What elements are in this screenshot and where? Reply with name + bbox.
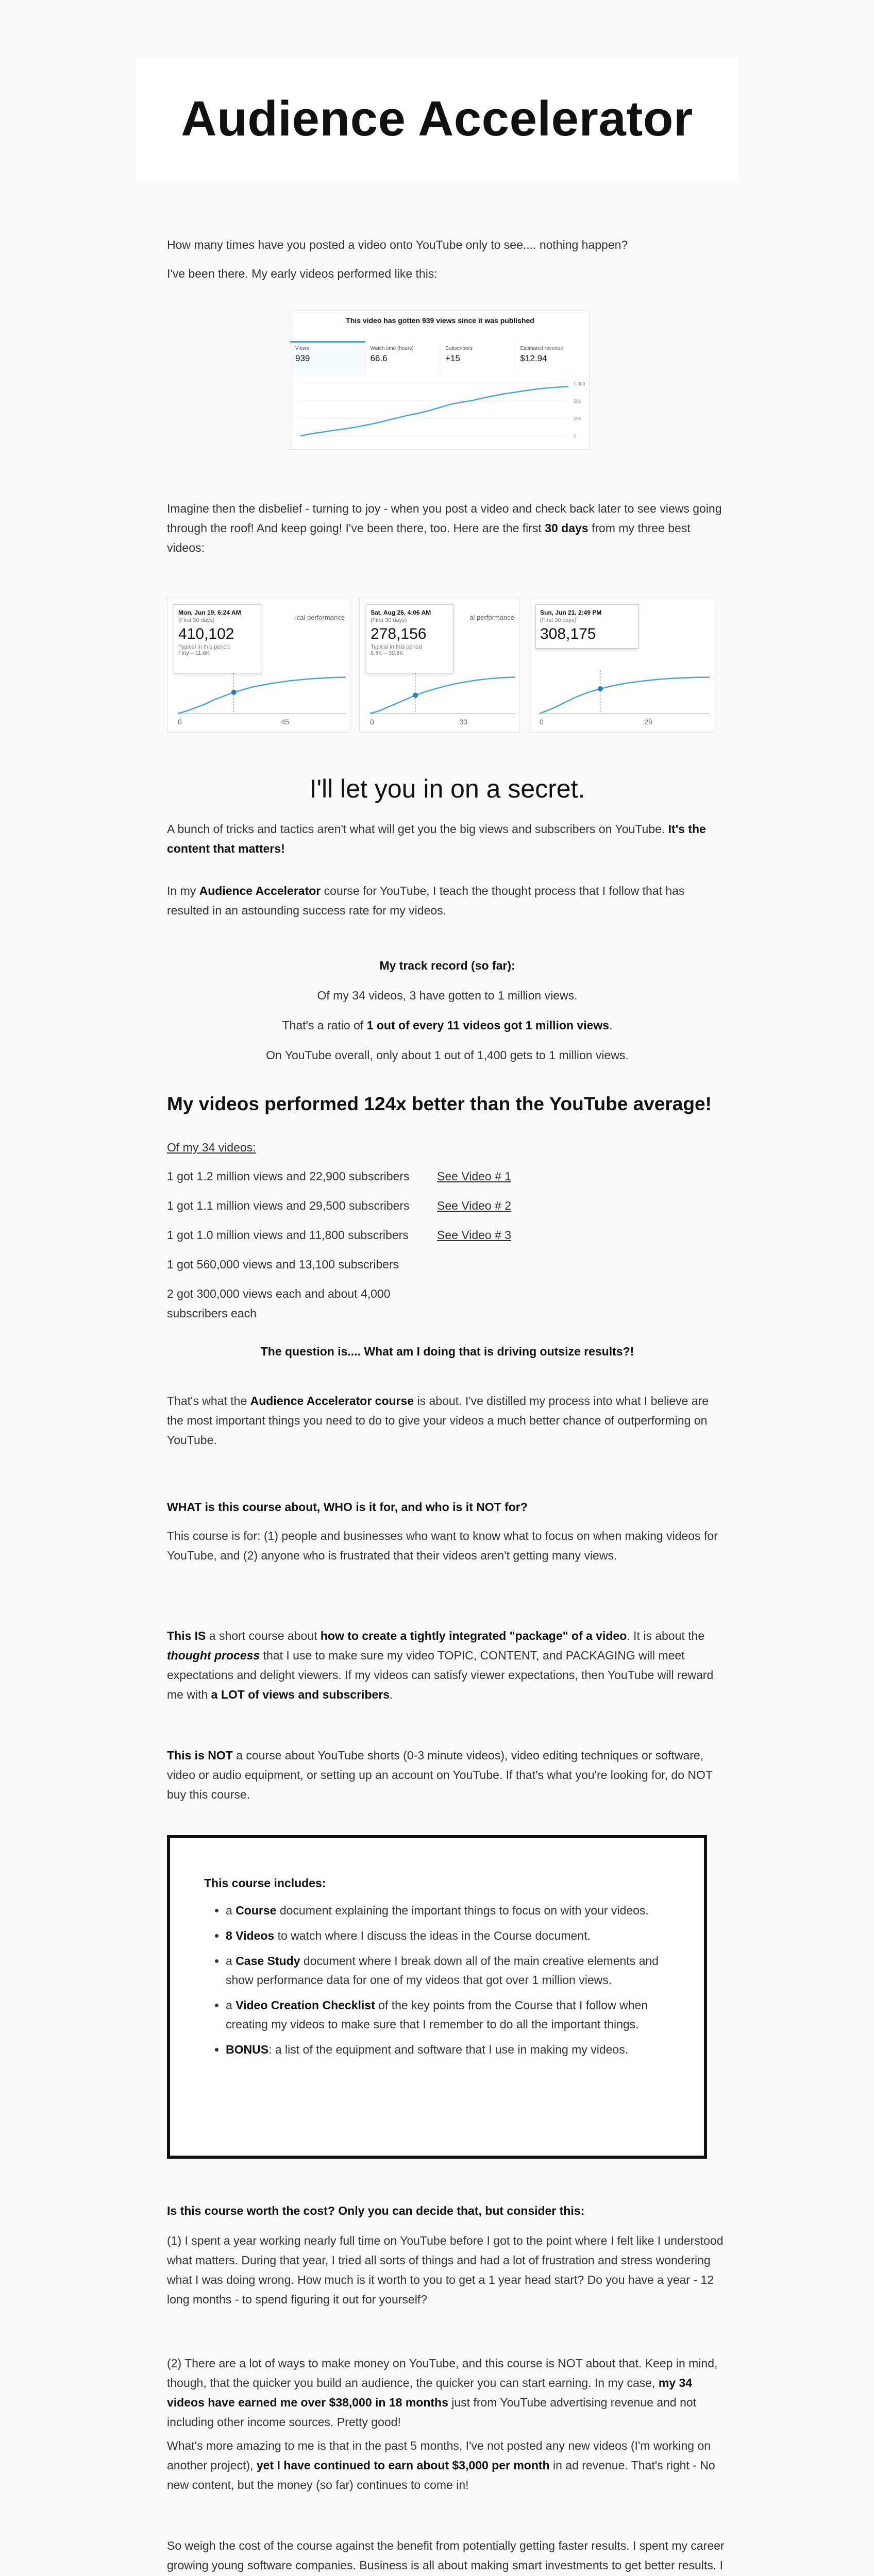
x-tick-label: 45 bbox=[281, 718, 290, 726]
performance-row-text: 1 got 1.2 million views and 22,900 subscribers bbox=[167, 1170, 410, 1183]
include-item: • a Video Creation Checklist of the key points from the Course that I follow when creating my videos to make sure that I remember to do all the important things. bbox=[226, 1996, 679, 2034]
typical-value: Fifty – 11.6K bbox=[178, 650, 210, 656]
intro-paragraph-2: I've been there. My early videos performed like this: bbox=[167, 267, 438, 280]
performance-row-text: 2 got 300,000 views each and about 4,000 subscribers each bbox=[167, 1287, 391, 1320]
tooltip-sub: (First 30 days) bbox=[178, 617, 215, 623]
performance-row bbox=[167, 1196, 728, 1225]
track-record-title: My track record (so far): bbox=[379, 959, 515, 972]
best-video-card bbox=[529, 598, 714, 733]
y-tick-label: 0 bbox=[574, 434, 577, 439]
what-is-paragraph-1: This course is for: (1) people and businesses who want to know what to focus on when making videos for YouTube, and (2) anyone who is frustrated that their videos aren't getting many views. bbox=[167, 1529, 718, 1562]
stat-card[interactable] bbox=[365, 341, 441, 375]
y-tick-label: 500 bbox=[574, 399, 582, 404]
tooltip-views: 278,156 bbox=[371, 625, 427, 642]
include-item: • 8 Videos to watch where I discuss the ideas in the Course document. bbox=[226, 1926, 679, 1945]
secret-title: I'll let you in on a secret. bbox=[309, 774, 585, 803]
performance-row bbox=[167, 1166, 728, 1196]
typical-value: 8.5K – 39.6K bbox=[371, 650, 404, 656]
question-paragraph: That's what the Audience Accelerator course is about. I've distilled my process into what I believe are the most important things you need to do to give your videos a much better chance of outperforming on YouTube. bbox=[167, 1394, 709, 1447]
disbelief-paragraph: Imagine then the disbelief - turning to joy - when you post a video and check back later to see views going through the roof! And keep going! I've been there, too. Here are the first 30 days from my three best videos: bbox=[167, 502, 722, 554]
tooltip-views: 308,175 bbox=[540, 625, 596, 642]
tooltip-box bbox=[535, 604, 638, 649]
series-line bbox=[300, 386, 568, 436]
secret-paragraph-2: In my Audience Accelerator course for YouTube, I teach the thought process that I follow that has resulted in an astounding success rate for my videos. bbox=[167, 884, 685, 917]
stat-value: 939 bbox=[295, 353, 310, 363]
typical-label: Typical in this period bbox=[178, 644, 230, 650]
tooltip-date: Sat, Aug 26, 4:06 AM bbox=[371, 609, 431, 616]
early-video-stats bbox=[290, 341, 590, 375]
header bbox=[136, 58, 738, 180]
y-tick-label: 1,000 bbox=[574, 381, 585, 386]
x-tick-label: 33 bbox=[459, 718, 468, 726]
track-record-line-2: That's a ratio of 1 out of every 11 videos got 1 million views. bbox=[282, 1019, 613, 1032]
include-item: • a Case Study document where I break down all of the main creative elements and show performance data for one of my videos that got over 1 million views. bbox=[226, 1952, 679, 1990]
worth-paragraph-3: What's more amazing to me is that in the past 5 months, I've not posted any new videos (I'm working on another project), yet I have continued to earn about $3,000 per month in ad revenue. That's right - No new content, but the money (so far) continues to come in! bbox=[167, 2439, 715, 2492]
tooltip-box bbox=[174, 604, 261, 673]
stat-label: Subscribers bbox=[445, 346, 473, 351]
performance-badge: al performance bbox=[469, 614, 514, 621]
stat-card[interactable] bbox=[290, 341, 365, 375]
see-video-link[interactable]: See Video # 2 bbox=[437, 1199, 512, 1212]
track-record-line-3: On YouTube overall, only about 1 out of 1,400 gets to 1 million views. bbox=[266, 1048, 629, 1062]
series-line bbox=[370, 677, 515, 714]
typical-label: Typical in this period bbox=[371, 644, 422, 650]
early-video-chart bbox=[290, 378, 590, 450]
best-video-card bbox=[359, 598, 520, 733]
early-video-analytics bbox=[290, 311, 590, 450]
tooltip-box bbox=[366, 604, 453, 673]
x-tick-label: 0 bbox=[178, 718, 182, 726]
x-tick-label: 0 bbox=[370, 718, 374, 726]
stat-card[interactable] bbox=[515, 341, 590, 375]
stat-card[interactable] bbox=[440, 341, 515, 375]
best-video-card bbox=[167, 598, 350, 733]
what-is-paragraph-3: This is NOT a course about YouTube shorts (0-3 minute videos), video editing techniques or software, video or audio equipment, or setting up an account on YouTube. If that's what you're looking for, do NOT buy this course. bbox=[167, 1749, 713, 1801]
what-is-paragraph-2: This IS a short course about how to create a tightly integrated "package" of a video. It is about the thought process that I use to make sure my video TOPIC, CONTENT, and PACKAGING will meet expectations and delight viewers. If my videos can satisfy viewer expectations, then YouTube will reward me with a LOT of views and subscribers. bbox=[167, 1629, 714, 1701]
tooltip-views: 410,102 bbox=[178, 625, 234, 642]
series-line bbox=[540, 677, 710, 714]
see-video-link[interactable]: See Video # 3 bbox=[437, 1228, 512, 1242]
stat-label: Watch time (hours) bbox=[370, 346, 414, 351]
what-is-title: WHAT is this course about, WHO is it for, and who is it NOT for? bbox=[167, 1500, 528, 1514]
x-tick-label: 29 bbox=[644, 718, 652, 726]
performance-title: My videos performed 124x better than the YouTube average! bbox=[167, 1093, 712, 1114]
page-title: Audience Accelerator bbox=[181, 91, 693, 146]
performance-row bbox=[167, 1255, 728, 1284]
performance-row-text: 1 got 1.0 million views and 11,800 subscribers bbox=[167, 1228, 409, 1242]
worth-title: Is this course worth the cost? Only you can decide that, but consider this: bbox=[167, 2204, 585, 2217]
include-item: • a Course document explaining the important things to focus on with your videos. bbox=[226, 1901, 679, 1920]
x-tick-label: 0 bbox=[540, 718, 544, 726]
include-item: • BONUS: a list of the equipment and software that I use in making my videos. bbox=[226, 2040, 679, 2059]
tooltip-date: Mon, Jun 19, 6:24 AM bbox=[178, 609, 241, 616]
performance-row-text: 1 got 1.1 million views and 29,500 subscribers bbox=[167, 1199, 410, 1212]
track-record-line-1: Of my 34 videos, 3 have gotten to 1 million views. bbox=[317, 989, 578, 1002]
performance-subtitle: Of my 34 videos: bbox=[167, 1141, 256, 1154]
performance-badge: ical performance bbox=[295, 614, 345, 621]
tooltip-date: Sun, Jun 21, 2:49 PM bbox=[540, 609, 602, 616]
worth-paragraph-2: (2) There are a lot of ways to make money on YouTube, and this course is NOT about that. Keep in mind, though, that the quicker you build an audience, the quicker you can start earning. In my case, my 34 videos have earned me over $38,000 in 18 months just from YouTube advertising revenue and not including other income sources. Pretty good! bbox=[167, 2357, 718, 2429]
tooltip-sub: (First 30 days) bbox=[540, 617, 577, 623]
worth-paragraph-1: (1) I spent a year working nearly full time on YouTube before I got to the point where I felt like I understood what matters. During that year, I tried all sorts of things and had a lot of frustration and stress wondering what I was doing wrong. How much is it worth to you to get a 1 year head start? Do you have a year - 12 long months - to spend figuring it out for yourself? bbox=[167, 2234, 724, 2306]
worth-paragraph-4: So weigh the cost of the course against the benefit from potentially getting faster results. I spent my career growing young software companies. Business is all about making smart investments to get better results. I bbox=[167, 2539, 725, 2572]
includes-title: This course includes: bbox=[204, 1876, 326, 1890]
question-title: The question is.... What am I doing that is driving outsize results?! bbox=[260, 1345, 634, 1358]
y-tick-label: 250 bbox=[574, 416, 582, 421]
performance-row bbox=[167, 1284, 728, 1320]
course-includes-box bbox=[167, 1835, 707, 2159]
series-line bbox=[178, 677, 346, 714]
performance-list bbox=[167, 1166, 728, 1320]
stat-value: 66.6 bbox=[370, 353, 388, 363]
stat-label: Estimated revenue bbox=[520, 346, 563, 351]
includes-list bbox=[226, 1901, 679, 2065]
secret-paragraph-1: A bunch of tricks and tactics aren't what will get you the big views and subscribers on YouTube. It's the content that matters! bbox=[167, 822, 706, 855]
stat-value: +15 bbox=[445, 353, 460, 363]
track-record bbox=[167, 956, 728, 1065]
see-video-link[interactable]: See Video # 1 bbox=[437, 1170, 512, 1183]
intro-paragraph-1: How many times have you posted a video onto YouTube only to see.... nothing happen? bbox=[167, 238, 628, 251]
performance-row-text: 1 got 560,000 views and 13,100 subscribers bbox=[167, 1258, 399, 1271]
early-video-heading: This video has gotten 939 views since it was published bbox=[346, 316, 534, 325]
stat-label: Views bbox=[295, 346, 309, 351]
performance-row bbox=[167, 1225, 728, 1255]
stat-value: $12.94 bbox=[520, 353, 547, 363]
tooltip-sub: (First 30 days) bbox=[371, 617, 407, 623]
